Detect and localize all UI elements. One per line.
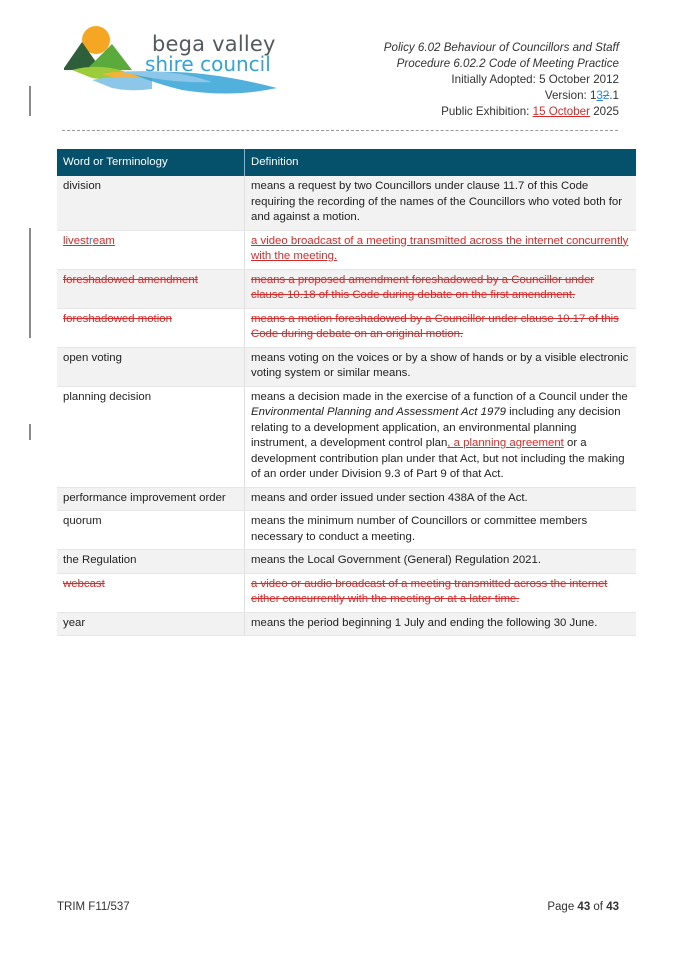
- term-cell: performance improvement order: [57, 487, 245, 511]
- table-row: [57, 386, 636, 487]
- definition-cell: means a request by two Councillors under clause 11.7 of this Code requiring the recording of the names of the Councillors who voted both for and against a motion.: [245, 176, 637, 230]
- definition-cell: means the minimum number of Councillors or committee members necessary to conduct a meeting.: [245, 511, 637, 550]
- page-number: Page 43 of 43: [547, 901, 619, 913]
- table-row: [57, 230, 636, 269]
- definition-cell: a video or audio broadcast of a meeting transmitted across the internet either concurrently with the meeting or at a later time.: [245, 573, 637, 612]
- exhibition-date-inserted: 15 October: [532, 105, 590, 118]
- definition-cell: means a proposed amendment foreshadowed by a Councillor under clause 10.18 of this Code during debate on the first amendment.: [245, 269, 637, 308]
- term-cell: webcast: [57, 573, 245, 612]
- header-divider: [62, 130, 618, 131]
- term-cell: quorum: [57, 511, 245, 550]
- term-cell: the Regulation: [57, 550, 245, 574]
- table-row: [57, 612, 636, 636]
- term-cell: foreshadowed amendment: [57, 269, 245, 308]
- version-deleted: 2: [602, 89, 610, 102]
- trim-reference: TRIM F11/537: [57, 901, 130, 913]
- change-bar: [29, 86, 31, 116]
- logo-text-line2: shire council: [145, 52, 271, 76]
- term-cell: livestream: [57, 230, 245, 269]
- definition-cell: a video broadcast of a meeting transmitted across the internet concurrently with the meeting.: [245, 230, 637, 269]
- term-cell: division: [57, 176, 245, 230]
- table-row: [57, 347, 636, 386]
- definition-cell: means voting on the voices or by a show of hands or by a visible electronic voting system or similar means.: [245, 347, 637, 386]
- term-cell: planning decision: [57, 386, 245, 487]
- initially-adopted: Initially Adopted: 5 October 2012: [451, 73, 619, 86]
- procedure-title: Procedure 6.02.2 Code of Meeting Practice: [396, 57, 619, 70]
- version-inserted: 3: [596, 89, 603, 102]
- policy-title: Policy 6.02 Behaviour of Councillors and Staff: [383, 41, 619, 54]
- column-header-term: Word or Terminology: [57, 149, 245, 176]
- definition-cell: means the period beginning 1 July and ending the following 30 June.: [245, 612, 637, 636]
- change-bar: [29, 228, 31, 338]
- council-logo: [62, 22, 282, 96]
- table-row: [57, 573, 636, 612]
- definition-cell: means a decision made in the exercise of a function of a Council under the Environmental Planning and Assessment Act 1979 including any decision relating to a development application, an environmental planning instrument, a development control plan, a planning agreement or a development contribution plan under that Act, but not including the making of an order under Division 9.3 of Part 9 of that Act.: [245, 386, 637, 487]
- table-row: [57, 511, 636, 550]
- document-header-info: [384, 40, 619, 120]
- definition-cell: means a motion foreshadowed by a Councillor under clause 10.17 of this Code during debate on an original motion.: [245, 308, 637, 347]
- definition-cell: means and order issued under section 438A of the Act.: [245, 487, 637, 511]
- version-line: Version: 132.1: [544, 89, 619, 102]
- logo-text-line1: bega valley: [152, 32, 276, 56]
- table-row: [57, 550, 636, 574]
- term-cell: open voting: [57, 347, 245, 386]
- table-header-row: [57, 149, 636, 176]
- table-row: [57, 176, 636, 230]
- definition-cell: means the Local Government (General) Regulation 2021.: [245, 550, 637, 574]
- table-row: [57, 487, 636, 511]
- column-header-definition: Definition: [245, 149, 637, 176]
- term-cell: foreshadowed motion: [57, 308, 245, 347]
- term-cell: year: [57, 612, 245, 636]
- definitions-table: [57, 149, 636, 636]
- table-row: [57, 308, 636, 347]
- public-exhibition-line: Public Exhibition: 15 October 2025: [441, 105, 619, 118]
- table-row: [57, 269, 636, 308]
- change-bar: [29, 424, 31, 440]
